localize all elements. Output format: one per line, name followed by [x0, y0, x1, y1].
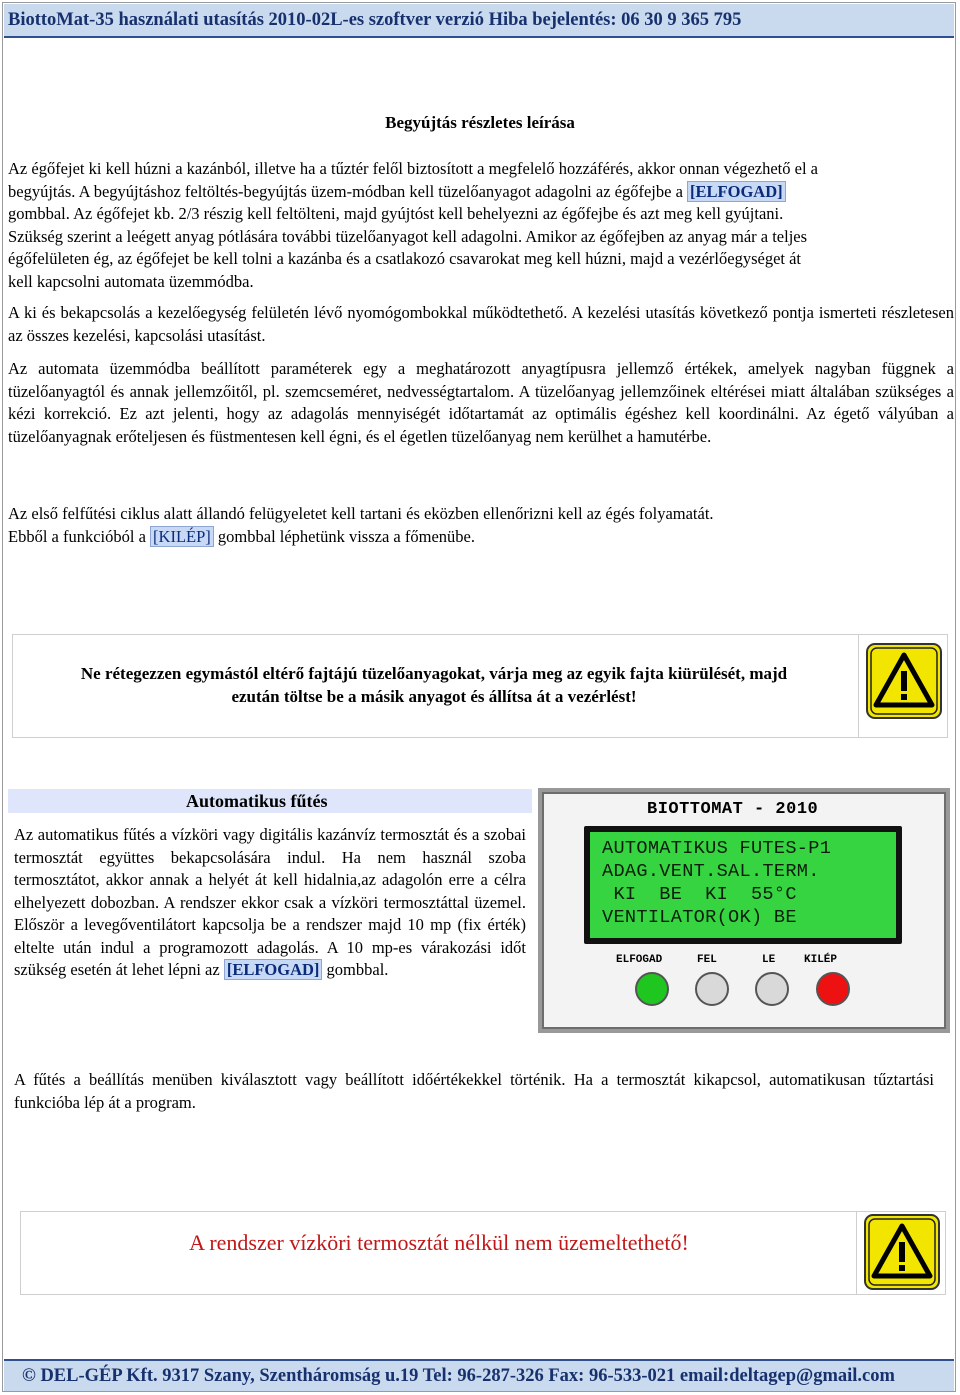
- warning-line: ezután töltse be a másik anyagot és állítsa át a vezérlést!: [231, 687, 637, 706]
- accept-button[interactable]: [635, 972, 669, 1006]
- paragraph-text: Ebből a funkcióból a: [8, 526, 151, 546]
- down-button[interactable]: [755, 972, 789, 1006]
- exit-button[interactable]: [816, 972, 850, 1006]
- lcd-display: [590, 832, 896, 938]
- lcd-line-2: ADAG.VENT.SAL.TERM.: [602, 861, 820, 882]
- auto-heating-text: [14, 824, 526, 982]
- section-title: Begyújtás részletes leírása: [385, 113, 575, 132]
- button-label-up: FEL: [697, 954, 717, 966]
- auto-heating-text-a: Az automatikus fűtés a vízköri vagy digitális kazánvíz termosztát és a szobai termosztát együttes bekapcsolására indul. Ha nem használ szoba termosztátot, akkor annak a helyét át kell hidalnia,az adagolón erre a célra elhelyezett dobozban. A rendszer ekkor csak a vízköri termosztáttal üzemel. Először a levegőventilátort kapcsolja be a rendszer majd 10 mp (fix érték) eltelte után indul a programozott adagolás. A 10 mp-es várakozási időt szükség esetén át lehet lépni az: [14, 825, 526, 979]
- paragraph-line: [8, 181, 954, 204]
- paragraph-line: gombbal. Az égőfejet kb. 2/3 részig kell feltölteni, majd gyújtóst kell behelyezni az égőfejbe és azt meg kell gyújtani.: [8, 204, 784, 223]
- paragraph-text: begyújtás. A begyújtáshoz feltöltés-begyújtás üzem-módban kell tüzelőanyagot adagolni az égőfejbe a: [8, 181, 688, 201]
- control-panel: [538, 788, 950, 1033]
- paragraph-text: gombbal léphetünk vissza a főmenübe.: [213, 526, 475, 546]
- lcd-line-3: KI BE KI 55°C: [602, 884, 797, 905]
- paragraph-controls: A ki és bekapcsolás a kezelőegység felületén lévő nyomógombokkal működtethető. A kezelési utasítás következő pontja ismerteti részletesen az összes kezelési, kapcsolási utasítást.: [8, 303, 954, 345]
- accept-button-ref: [ELFOGAD]: [687, 181, 786, 202]
- auto-heating-text-b: gombbal.: [322, 960, 389, 979]
- lcd-line-4: VENTILATOR(OK) BE: [602, 907, 797, 928]
- lcd-frame: [584, 826, 902, 944]
- paragraph-automatic-params: Az automata üzemmódba beállított paraméterek egy a meghatározott anyagtípusra jellemző értékek, amelyek nagyban függnek a tüzelőanyagtól és annak jellemzőitől, pl. szemcseméret, nedvességtartalom. A tüzelőanyag jellemzőinek eltérései miatt általában szükséges a kézi korrekció. Ez azt jelenti, hogy az adagolás mennyiségét időtartamát az optimális égéshez kell koordinálni. Az égető vályúban a tüzelőanyagnak erőteljesen és füstmentesen kell égni, és el égetlen tüzelőanyag nem kerülhet a hamutérbe.: [8, 359, 954, 446]
- warning-text: [14, 662, 854, 708]
- paragraph-heating-timing: A fűtés a beállítás menüben kiválasztott vagy beállított időértékekkel történik. Ha a termosztát kikapcsol, automatikusan tűztartási funkcióba lép át a program.: [14, 1070, 934, 1112]
- button-label-down: LE: [762, 954, 776, 966]
- exit-button-ref: [KILÉP]: [150, 526, 214, 547]
- lcd-line-1: AUTOMATIKUS FUTES-P1: [602, 838, 832, 859]
- accept-button-ref: [ELFOGAD]: [224, 959, 323, 980]
- paragraph-line: Az égőfejet ki kell húzni a kazánból, illetve ha a tűztér felől biztosított a megfelelő hozzáférés, akkor onnan végezhető el a: [8, 159, 818, 178]
- warning-line: Ne rétegezzen egymástól eltérő fajtájú tüzelőanyagokat, várja meg az egyik fajta kiürülését, majd: [80, 664, 788, 683]
- button-label-exit: KILÉP: [804, 954, 838, 966]
- page-header: BiottoMat-35 használati utasítás 2010-02L-es szoftver verzió Hiba bejelentés: 06 30 9 365 795: [4, 4, 954, 38]
- panel-title: BIOTTOMAT - 2010: [647, 800, 819, 819]
- warning-triangle-icon: [866, 643, 942, 719]
- warning-triangle-icon: [864, 1214, 940, 1290]
- warning-text-2: A rendszer vízköri termosztát nélkül nem üzemeltethető!: [189, 1230, 689, 1255]
- paragraph-ignition: [8, 158, 954, 293]
- control-panel-face: [542, 792, 946, 1029]
- auto-heating-title: Automatikus fűtés: [186, 791, 328, 811]
- up-button[interactable]: [695, 972, 729, 1006]
- page-footer: © DEL-GÉP Kft. 9317 Szany, Szentháromság u.19 Tel: 96-287-326 Fax: 96-533-021 email:deltagep@gmail.com: [4, 1359, 954, 1391]
- paragraph-line: égőfelületen ég, az égőfejet be kell tolni a kazánba és a csatlakozó csavarokat meg kell húzni, majd a vezérlőegységet át: [8, 249, 802, 268]
- auto-heating-header: [8, 789, 532, 813]
- paragraph-line: kell kapcsolni automata üzemmódba.: [8, 271, 254, 291]
- button-label-accept: ELFOGAD: [616, 954, 663, 966]
- paragraph-line: Szükség szerint a leégett anyag pótlására további tüzelőanyagot kell adagolni. Amikor az égőfejben az anyag már a teljes: [8, 226, 808, 246]
- paragraph-line: Az első felfűtési ciklus alatt állandó felügyeletet kell tartani és eközben ellenőrizni kell az égés folyamatát.: [8, 504, 714, 523]
- paragraph-first-heating: [8, 503, 954, 548]
